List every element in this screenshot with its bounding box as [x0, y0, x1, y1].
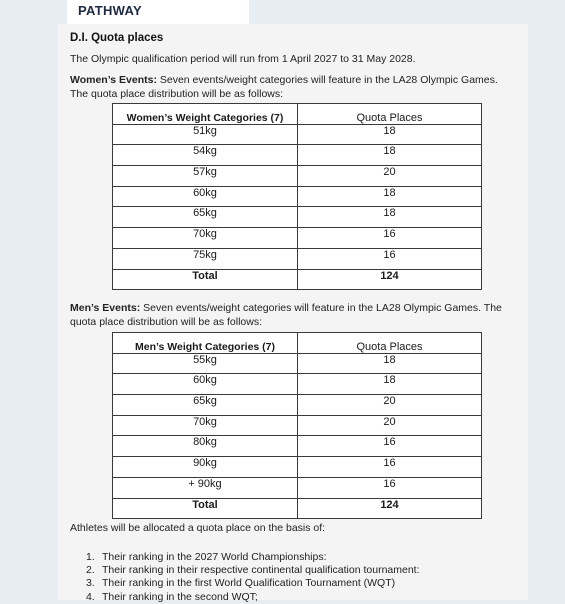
total-row — [113, 498, 482, 519]
category-cell: 57kg — [113, 166, 298, 187]
list-item — [70, 591, 420, 604]
list-text: Their ranking in their respective continental qualification tournament: — [102, 564, 420, 577]
document-page — [58, 24, 528, 603]
list-text: Their ranking in the 2027 World Championships: — [102, 551, 327, 563]
list-number: 4. — [86, 590, 95, 603]
women-quota-header: Quota Places — [298, 104, 482, 125]
intro-paragraph: The Olympic qualification period will run from 1 April 2027 to 31 May 2028. — [70, 53, 416, 65]
table-row — [113, 166, 482, 187]
category-cell: 51kg — [113, 124, 298, 145]
category-cell: 60kg — [113, 186, 298, 207]
total-label-cell: Total — [113, 269, 298, 290]
quota-cell: 16 — [298, 248, 482, 269]
table-row — [113, 207, 482, 228]
list-number: 2. — [86, 564, 95, 577]
list-item — [70, 577, 420, 590]
total-value-cell: 124 — [298, 498, 482, 519]
category-cell: 65kg — [113, 207, 298, 228]
category-cell: 70kg — [113, 228, 298, 249]
table-row — [113, 374, 482, 395]
quota-cell: 18 — [298, 186, 482, 207]
table-row — [113, 477, 482, 498]
women-category-header: Women’s Weight Categories (7) — [113, 104, 298, 125]
quota-cell: 18 — [298, 145, 482, 166]
category-cell: 80kg — [113, 436, 298, 457]
list-item — [70, 551, 420, 564]
category-cell: 54kg — [113, 145, 298, 166]
men-events-lead: Men’s Events: — [70, 302, 141, 314]
quota-cell: 16 — [298, 228, 482, 249]
list-text: Their ranking in the first World Qualification Tournament (WQT) — [102, 577, 396, 590]
allocation-intro: Athletes will be allocated a quota place on the basis of: — [70, 522, 326, 534]
total-row — [113, 269, 482, 290]
table-row — [113, 228, 482, 249]
table-row — [113, 248, 482, 269]
pathway-heading: PATHWAY — [78, 3, 142, 18]
men-quota-table — [112, 332, 482, 519]
quota-cell: 18 — [298, 124, 482, 145]
section-title: D.I. Quota places — [70, 32, 164, 44]
quota-cell: 18 — [298, 207, 482, 228]
list-text: Their ranking in the second WQT; — [102, 590, 258, 603]
category-cell: 65kg — [113, 395, 298, 416]
women-events-paragraph — [70, 74, 516, 101]
quota-cell: 16 — [298, 477, 482, 498]
category-cell: 55kg — [113, 353, 298, 374]
table-row — [113, 353, 482, 374]
list-number: 3. — [86, 577, 95, 590]
table-row — [113, 415, 482, 436]
category-cell: 60kg — [113, 374, 298, 395]
women-events-lead: Women’s Events: — [70, 74, 157, 86]
men-category-header: Men’s Weight Categories (7) — [113, 333, 298, 354]
total-value-cell: 124 — [298, 269, 482, 290]
list-number: 1. — [86, 551, 95, 563]
women-events-text: Seven events/weight categories will feature in the LA28 Olympic Games. The quota place distribution will be as follows: — [70, 74, 498, 100]
category-cell: 75kg — [113, 248, 298, 269]
total-label-cell: Total — [113, 498, 298, 519]
table-row — [113, 436, 482, 457]
men-quota-header: Quota Places — [298, 333, 482, 354]
men-events-paragraph — [70, 302, 516, 329]
table-header-row — [113, 104, 482, 125]
category-cell: 90kg — [113, 457, 298, 478]
quota-cell: 18 — [298, 353, 482, 374]
allocation-list — [70, 551, 420, 604]
table-row — [113, 457, 482, 478]
quota-cell: 20 — [298, 415, 482, 436]
category-cell: + 90kg — [113, 477, 298, 498]
table-header-row — [113, 333, 482, 354]
list-item — [70, 564, 420, 577]
pathway-tab — [67, 0, 249, 24]
quota-cell: 16 — [298, 457, 482, 478]
quota-cell: 20 — [298, 395, 482, 416]
women-quota-table — [112, 103, 482, 290]
quota-cell: 16 — [298, 436, 482, 457]
category-cell: 70kg — [113, 415, 298, 436]
table-row — [113, 186, 482, 207]
table-row — [113, 124, 482, 145]
quota-cell: 20 — [298, 166, 482, 187]
table-row — [113, 145, 482, 166]
table-row — [113, 395, 482, 416]
quota-cell: 18 — [298, 374, 482, 395]
men-events-text: Seven events/weight categories will feature in the LA28 Olympic Games. The quota place distribution will be as follows: — [70, 302, 502, 328]
